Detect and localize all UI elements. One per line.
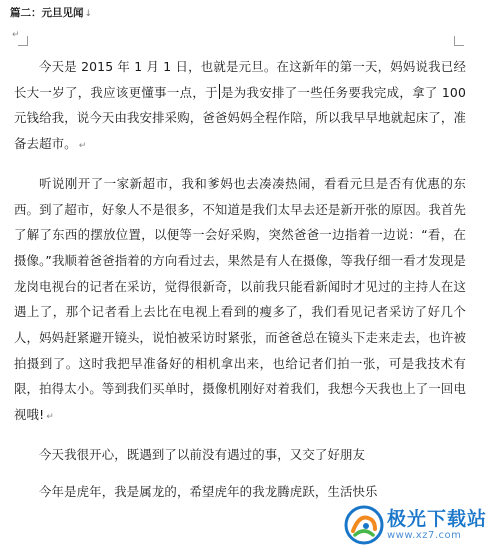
aurora-logo-icon (344, 505, 384, 545)
paragraph-4-text: 今年是虎年，我是属龙的，希望虎年的我龙腾虎跃， (39, 483, 328, 499)
document-body[interactable] (14, 54, 466, 515)
heading-text: 篇二：元旦见闻 (10, 7, 84, 19)
watermark-title: 极光下载站 (387, 508, 488, 530)
paragraph-3-text: 今天我很开心，既遇到了以前没有遇过的事，又交了 (39, 446, 328, 462)
paragraph-1[interactable] (14, 54, 466, 160)
paragraph-4-tail: 生活快乐 (327, 483, 378, 499)
page-margin-corner-right (454, 36, 464, 46)
paragraph-1-text-before-cursor: 今天是 2015 年 1 月 1 日，也就是元旦。在这新年的第一天，妈妈说我已经长大一岁了，我应该更懂事一点，于 (14, 59, 466, 100)
page-margin-corner-left (18, 36, 28, 46)
paragraph-2[interactable] (14, 171, 466, 431)
document-heading (10, 6, 92, 20)
watermark-text (387, 508, 487, 542)
heading-paragraph-mark: ↓ (84, 9, 93, 19)
text-cursor (219, 84, 220, 99)
watermark-url: www.xz7.com (387, 530, 462, 541)
empty-paragraph-mark: ↵ (12, 30, 20, 40)
site-watermark (344, 503, 494, 547)
paragraph-3[interactable] (14, 442, 466, 468)
paragraph-3-tail: 好朋友 (327, 446, 366, 462)
paragraph-mark-1: ↵ (78, 141, 87, 152)
paragraph-mark-2: ↵ (46, 412, 54, 423)
paragraph-4[interactable] (14, 479, 466, 505)
paragraph-2-text: 听说刚开了一家新超市，我和爹妈也去凑凑热闹，看看元旦是否有优惠的东西。到了超市，好象人不是很多，不知道是我们太早去还是新开张的原因。我首先了解了东西的摆放位置，以便等一会好采购，突然爸爸一边指着一边说：“看，在摄像。”我顺着爸爸指着的方向看过去，果然是有人在摄像，等我仔细一看才发现是龙岗电视台的记者在采访，觉得很新奇，以前我只能看新闻时才见过的主持人在这遇上了，那个记者看上去比在电视上看到的瘦多了，我们看见记者采访了好几个人，妈妈赶紧避开镜头，说怕被采访时紧张，而爸爸总在镜头下走来走去，也许被拍摄到了。这时我把早准备好的相机拿出来，也给记者们拍一张，可是我技术有限，拍得太小。等到我们买单时，摄像机刚好对着我们，我想今天我也上了一回电视哦! (14, 175, 466, 423)
paragraph-1-text-after-cursor: 是为我安排了一些任务要我完成，拿了 100 元钱给我，说今天由我安排采购，爸爸妈妈全程作陪，所以我早早地就起床了，准备去超市。 (14, 84, 466, 152)
